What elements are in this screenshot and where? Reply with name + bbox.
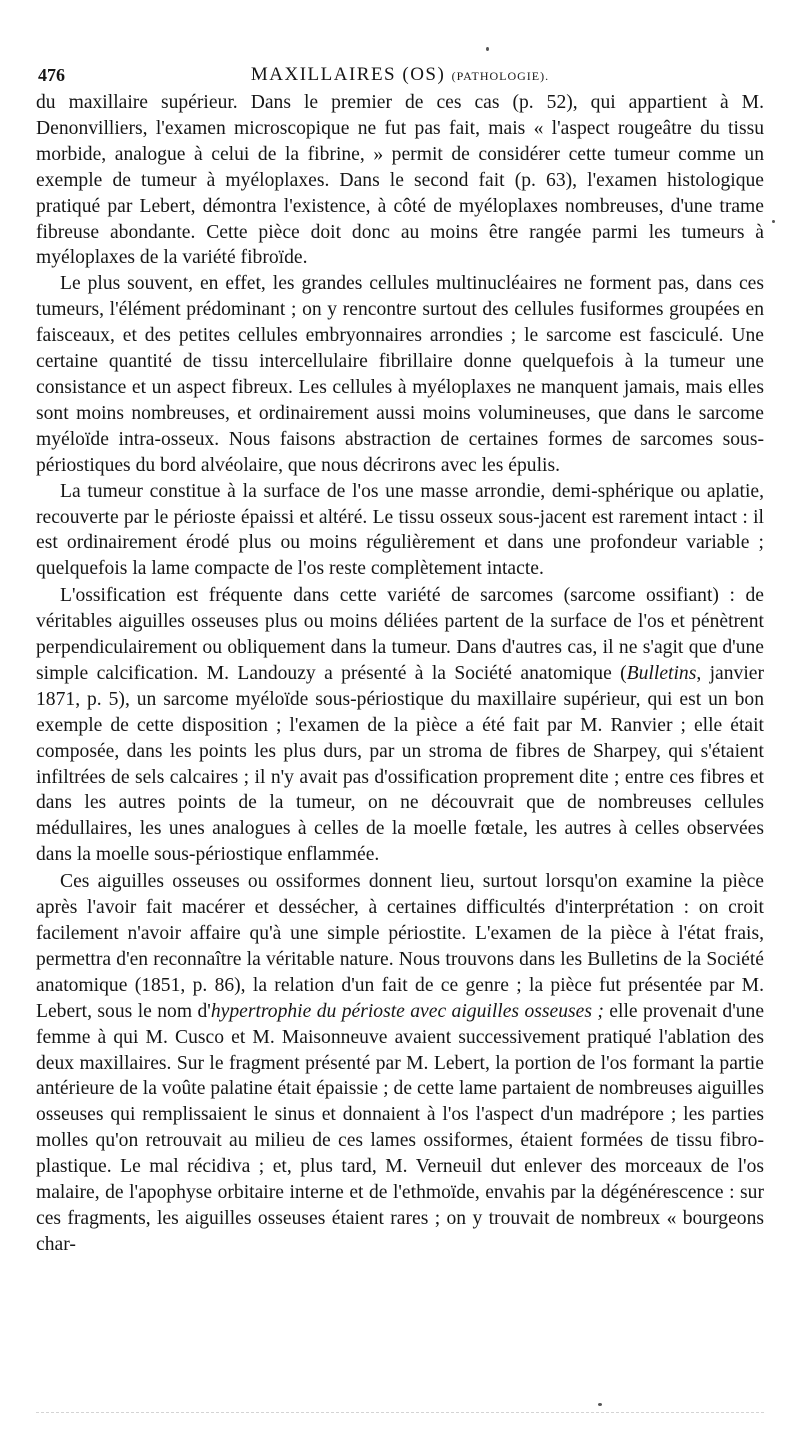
print-speck (772, 220, 775, 223)
paragraph-3 (36, 479, 764, 583)
text-segment: L'ossification est fréquente dans cette variété de sarcomes (sarcome ossifiant) : de véritables aiguilles osseuses plus ou moins déliées partent de la surface de l'os et pénètrent perpendiculairement ou obliquement dans la tumeur. Dans d'autres cas, il ne s'agit que d'une simple calcification. M. Landouzy a présenté à la Société anatomique ( (36, 585, 764, 684)
text-segment: du maxillaire supérieur. Dans le premier de ces cas (p. 52), qui appartient à M. Denonvilliers, l'examen microscopique ne fut pas fait, mais « l'aspect rougeâtre du tissu morbide, analogue à celui de la fibrine, » permit de considérer cette tumeur comme un exemple de tumeur à myéloplaxes. Dans le second fait (p. 63), l'examen histologique pratiqué par Lebert, démontra l'existence, à côté de myéloplaxes nombreuses, d'une trame fibreuse abondante. Cette pièce doit donc au moins être rangée parmi les tumeurs à myéloplaxes de la variété fibroïde. (36, 92, 764, 269)
running-head (36, 60, 764, 90)
book-page (36, 60, 764, 1258)
italic-term: hypertrophie du périoste avec aiguilles osseuses ; (210, 1000, 604, 1022)
text-segment: Le plus souvent, en effet, les grandes cellules multinucléaires ne forment pas, dans ces tumeurs, l'élément prédominant ; on y rencontre surtout des cellules fusiformes groupées en faisceaux, et des petites cellules embryonnaires arrondies ; le sarcome est fasciculé. Une certaine quantité de tissu intercellulaire fibrillaire donne quelquefois à la tumeur une consistance et un aspect fibreux. Les cellules à myéloplaxes ne manquent jamais, mais elles sont moins nombreuses, et ordinairement aussi moins volumineuses, que dans le sarcome myéloïde intra-osseux. Nous faisons abstraction de certaines formes de sarcomes sous-périostiques du bord alvéolaire, que nous décrirons avec les épulis. (36, 273, 764, 476)
text-segment: , janvier 1871, p. 5), un sarcome myéloïde sous-périostique du maxillaire supérieur, qui est un bon exemple de cette disposition ; l'examen de la pièce a été fait par M. Ranvier ; elle était composée, dans les points les plus durs, par un stroma de fibres de Sharpey, qui s'étaient infiltrées de sels calcaires ; il n'y avait pas d'ossification proprement dite ; entre ces fibres et dans les autres points de la tumeur, on ne découvrait que de nombreuses cellules médullaires, les unes analogues à celles de la moelle fœtale, les autres à celles observées dans la moelle sous-périostique enflammée. (36, 662, 765, 866)
text-segment: elle provenait d'une femme à qui M. Cusco et M. Maisonneuve avaient successivement pratiqué l'ablation des deux maxillaires. Sur le fragment présenté par M. Lebert, la portion de l'os formant la partie antérieure de la voûte palatine était épaissie ; de cette lame partaient de nombreuses aiguilles osseuses qui remplissaient le sinus et donnaient à l'os l'aspect d'un madrépore ; les parties molles qu'on retrouvait au milieu de ces lames ossiformes, étaient formées de tissu fibro-plastique. Le mal récidiva ; et, plus tard, M. Verneuil dut enlever des morceaux de l'os malaire, de l'apophyse orbitaire interne et de l'ethmoïde, envahis par la dégénérescence : sur ces fragments, les aiguilles osseuses étaient rares ; on y trouvait de nombreux « bourgeons char- (36, 1000, 765, 1255)
paragraph-5 (36, 869, 764, 1258)
running-title-sub: (PATHOLOGIE). (451, 69, 550, 83)
text-segment: La tumeur constitue à la surface de l'os une masse arrondie, demi-sphérique ou aplatie, recouverte par le périoste épaissi et altéré. Le tissu osseux sous-jacent est rarement intact : il est ordinairement érodé plus ou moins régulièrement et dans une profondeur variable ; quelquefois la lame compacte de l'os reste complètement intacte. (36, 480, 764, 580)
italic-citation: Bulletins (626, 662, 697, 684)
page-number: 476 (38, 65, 65, 85)
paragraph-1 (36, 90, 764, 271)
paragraph-4 (36, 583, 764, 868)
running-title (36, 60, 764, 91)
body-text (36, 90, 764, 1258)
running-title-main: MAXILLAIRES (OS) (250, 64, 446, 85)
print-speck (598, 1403, 602, 1406)
paragraph-2 (36, 271, 764, 478)
footer-rule (36, 1412, 764, 1413)
print-speck (486, 47, 489, 51)
text-segment: Ces aiguilles osseuses ou ossiformes donnent lieu, surtout lorsqu'on examine la pièce après l'avoir fait macérer et dessécher, à certaines difficultés d'interprétation : on croit facilement n'avoir affaire qu'à une simple périostite. L'examen de la pièce à l'état frais, permettra d'en reconnaître la véritable nature. Nous trouvons dans les Bulletins de la Société anatomique (1851, p. 86), la relation d'un fait de ce genre ; la pièce fut présentée par M. Lebert, sous le nom d' (36, 871, 764, 1022)
